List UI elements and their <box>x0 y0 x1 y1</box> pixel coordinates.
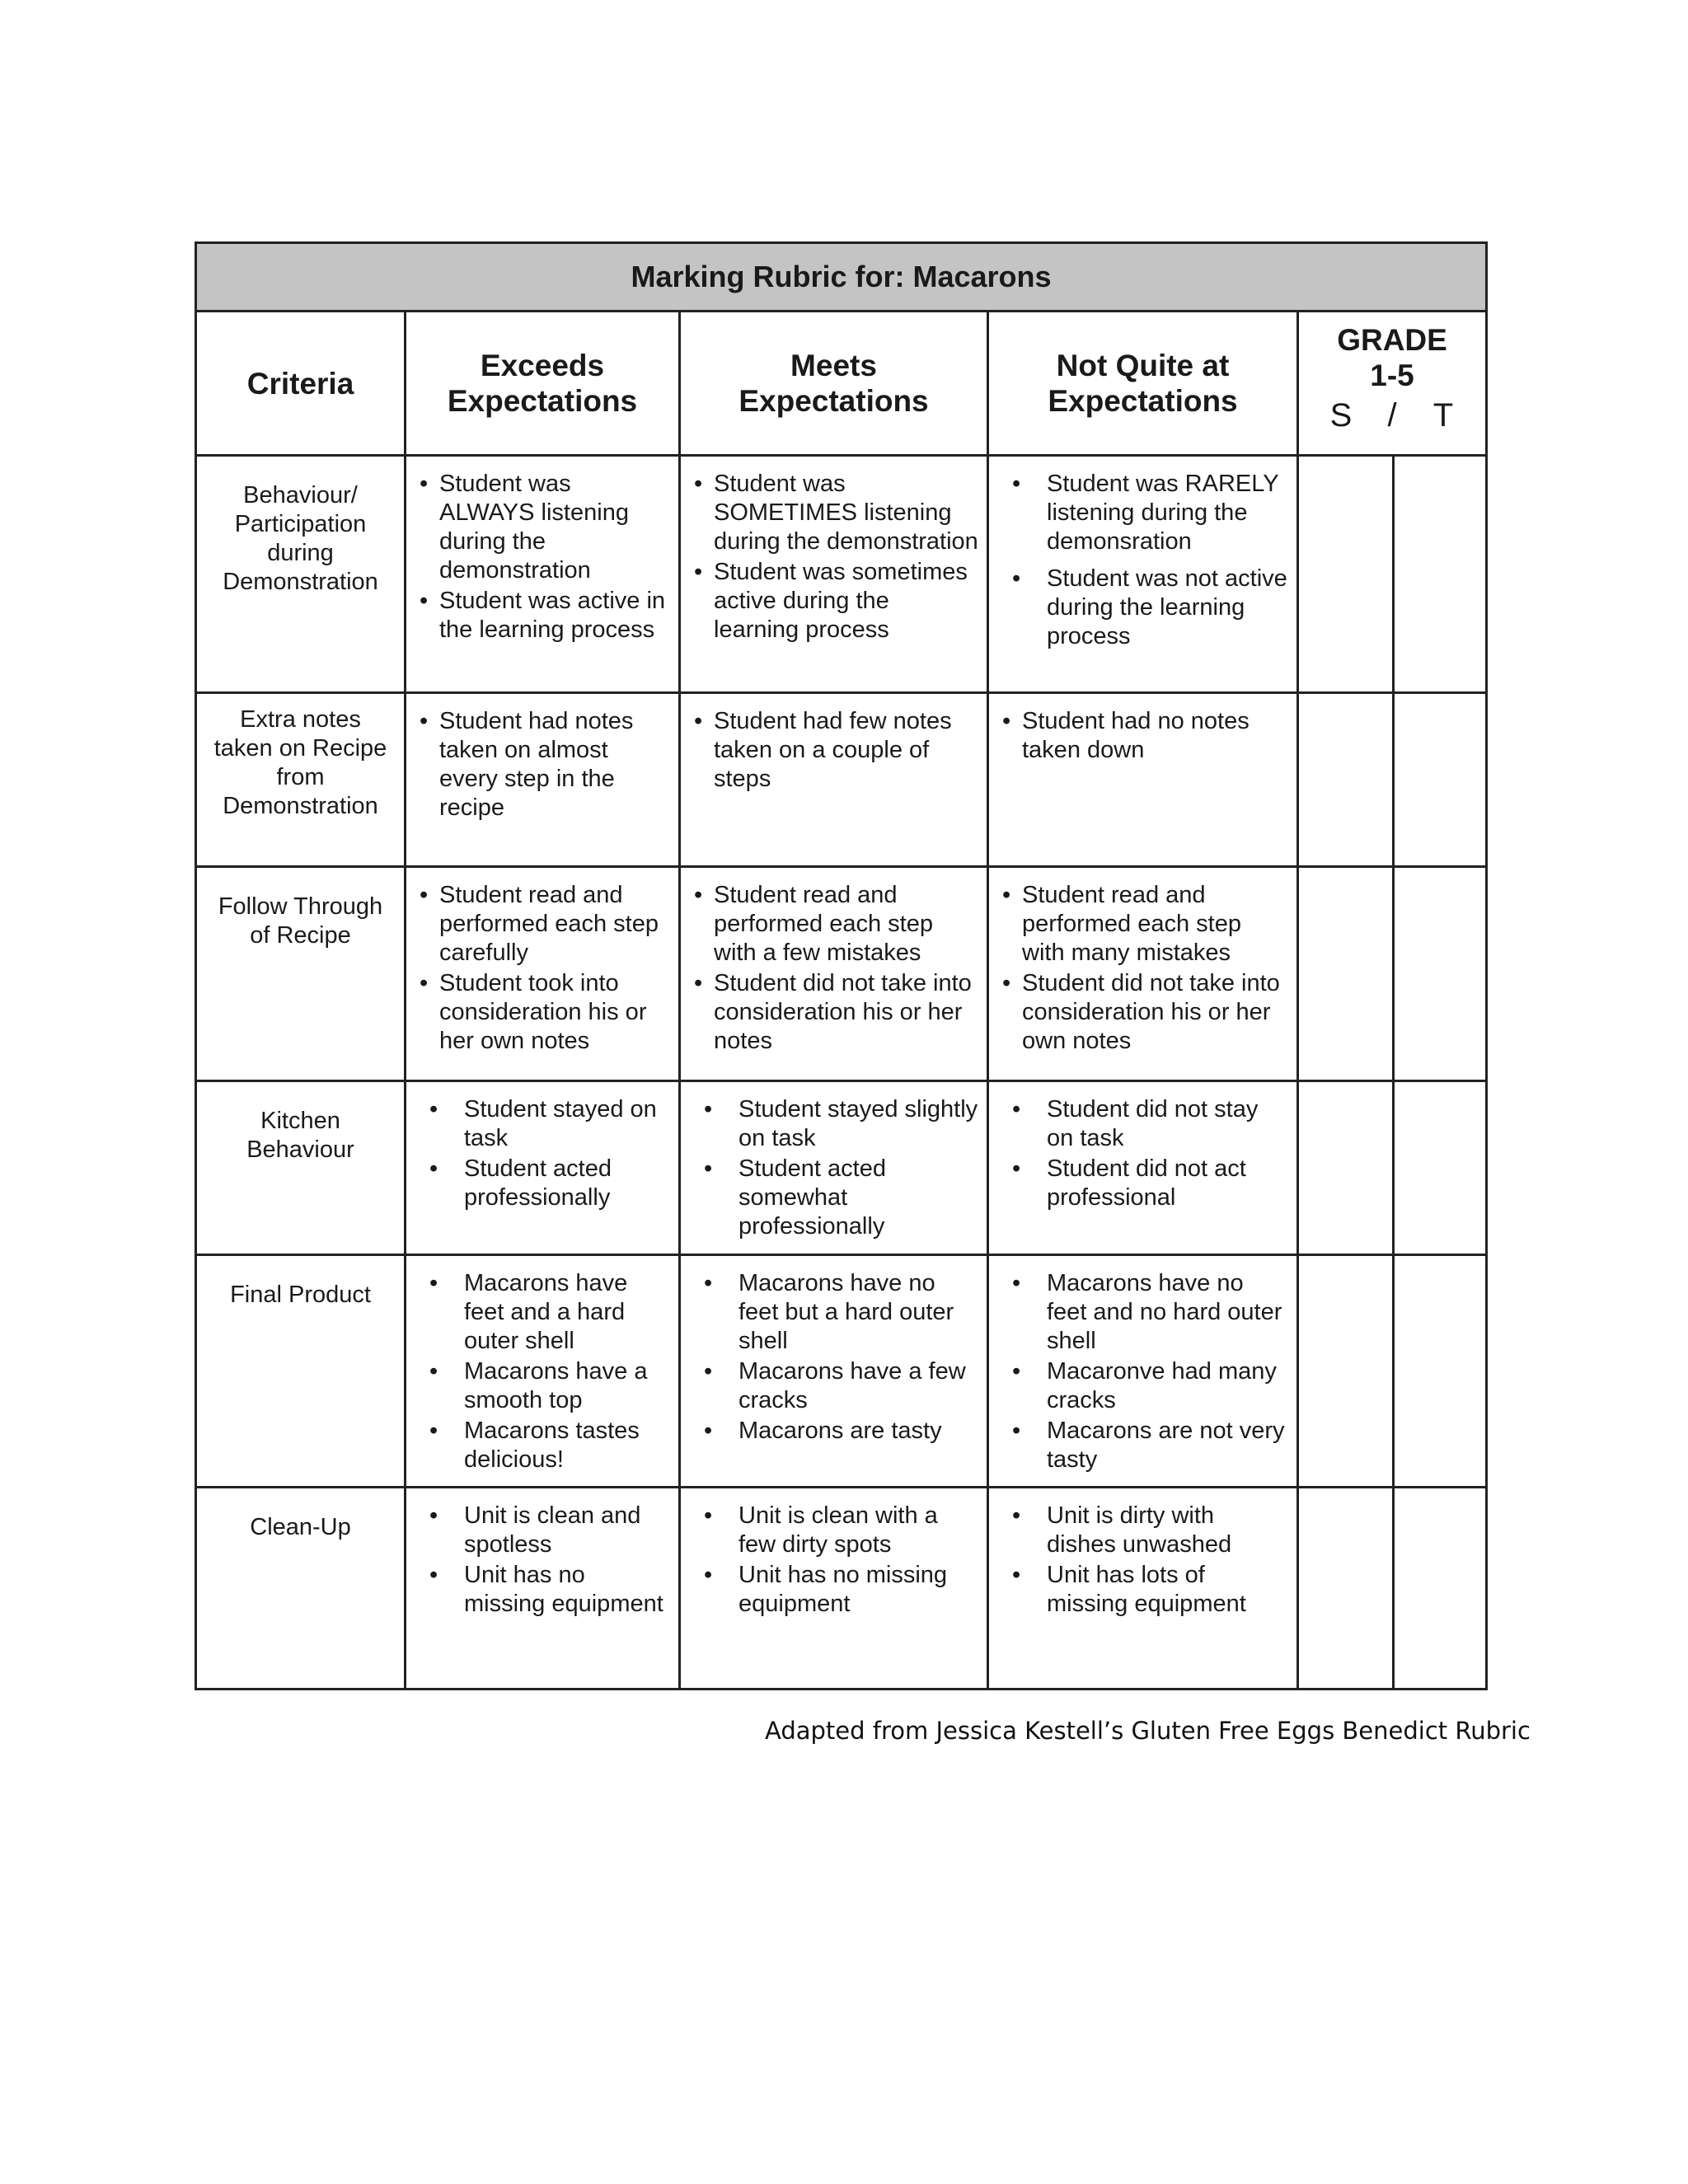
descriptor-item: • Macarons have no feet but a hard outer shell <box>692 1269 978 1356</box>
grade-t-label: T <box>1432 397 1454 434</box>
criteria-line: Behaviour/ <box>243 482 358 509</box>
rubric-row <box>196 1255 1487 1488</box>
meets-cell <box>680 456 988 693</box>
rubric-row <box>196 693 1487 867</box>
descriptor-item: • Student acted professionally <box>418 1155 670 1212</box>
meets-cell <box>680 693 988 867</box>
not-quite-cell <box>988 1488 1298 1690</box>
not-quite-cell <box>988 693 1298 867</box>
descriptor-item: • Student had few notes taken on a couple of steps <box>692 707 978 794</box>
criteria-cell <box>196 1081 406 1255</box>
not-quite-header-line2: Expectations <box>1048 384 1238 418</box>
exceeds-header-line1: Exceeds <box>480 349 605 382</box>
descriptor-item: • Unit is clean and spotless <box>418 1502 670 1559</box>
criteria-line: Participation <box>234 511 367 537</box>
criteria-line: from <box>276 764 325 790</box>
grade-s-cell[interactable] <box>1298 456 1394 693</box>
grade-s-cell[interactable] <box>1298 1488 1394 1690</box>
criteria-line: taken on Recipe <box>213 735 387 762</box>
criteria-line: Follow Through <box>218 893 383 920</box>
exceeds-cell <box>406 693 680 867</box>
exceeds-header-line2: Expectations <box>447 384 638 418</box>
exceeds-cell <box>406 1488 680 1690</box>
criteria-line: Behaviour <box>246 1137 354 1163</box>
criteria-line: Final Product <box>230 1282 371 1308</box>
grade-t-cell[interactable] <box>1394 867 1487 1081</box>
grade-s-cell[interactable] <box>1298 867 1394 1081</box>
grade-t-cell[interactable] <box>1394 456 1487 693</box>
descriptor-item: • Macaronve had many cracks <box>1001 1357 1288 1415</box>
meets-cell <box>680 867 988 1081</box>
exceeds-cell <box>406 1255 680 1488</box>
descriptor-item: • Student read and performed each step with a few mistakes <box>692 881 978 968</box>
descriptor-item: • Student had no notes taken down <box>1001 707 1288 765</box>
descriptor-item: • Unit has lots of missing equipment <box>1001 1561 1288 1619</box>
descriptor-item: • Student was SOMETIMES listening during the demonstration <box>692 470 978 556</box>
descriptor-item: • Unit has no missing equipment <box>692 1561 978 1619</box>
not-quite-cell <box>988 1081 1298 1255</box>
criteria-line: during <box>267 540 334 566</box>
criteria-cell <box>196 867 406 1081</box>
descriptor-item: • Student was RARELY listening during the demonsration <box>1001 470 1288 556</box>
criteria-line: Demonstration <box>223 793 378 819</box>
criteria-cell <box>196 693 406 867</box>
descriptor-item: • Macarons have a few cracks <box>692 1357 978 1415</box>
criteria-line: Extra notes <box>240 706 361 733</box>
header-row <box>196 312 1487 456</box>
descriptor-item: • Student was ALWAYS listening during the demonstration <box>418 470 670 585</box>
descriptor-item: • Student stayed on task <box>418 1095 670 1153</box>
descriptor-item: • Student was sometimes active during the learning process <box>692 558 978 644</box>
descriptor-item: • Student was active in the learning process <box>418 587 670 644</box>
rubric-row <box>196 867 1487 1081</box>
descriptor-item: • Student took into consideration his or her own notes <box>418 969 670 1056</box>
meets-cell <box>680 1488 988 1690</box>
criteria-cell <box>196 1488 406 1690</box>
descriptor-item: • Student acted somewhat professionally <box>692 1155 978 1241</box>
attribution-footnote: Adapted from Jessica Kestell’s Gluten Free Eggs Benedict Rubric <box>765 1717 1531 1745</box>
not-quite-header <box>988 312 1298 456</box>
exceeds-cell <box>406 456 680 693</box>
criteria-line: Clean-Up <box>250 1514 351 1540</box>
grade-t-cell[interactable] <box>1394 693 1487 867</box>
grade-header-line1: GRADE <box>1337 323 1447 357</box>
meets-cell <box>680 1081 988 1255</box>
rubric-table <box>195 241 1488 1690</box>
descriptor-item: • Student had notes taken on almost every step in the recipe <box>418 707 670 823</box>
grade-header <box>1298 312 1487 456</box>
descriptor-item: • Macarons are tasty <box>692 1417 978 1446</box>
descriptor-item: • Macarons tastes delicious! <box>418 1417 670 1474</box>
descriptor-item: • Student stayed slightly on task <box>692 1095 978 1153</box>
grade-slash: / <box>1387 397 1397 434</box>
grade-header-line2: 1-5 <box>1370 359 1414 392</box>
descriptor-item: • Macarons have no feet and no hard outer shell <box>1001 1269 1288 1356</box>
descriptor-item: • Student did not take into consideration his or her own notes <box>1001 969 1288 1056</box>
meets-header-line1: Meets <box>790 349 877 382</box>
grade-t-cell[interactable] <box>1394 1255 1487 1488</box>
descriptor-item: • Student read and performed each step with many mistakes <box>1001 881 1288 968</box>
grade-t-cell[interactable] <box>1394 1081 1487 1255</box>
descriptor-item: • Student did not stay on task <box>1001 1095 1288 1153</box>
grade-st-labels <box>1299 398 1485 434</box>
not-quite-header-line1: Not Quite at <box>1056 349 1230 382</box>
criteria-line: Demonstration <box>223 569 378 595</box>
meets-header <box>680 312 988 456</box>
exceeds-header <box>406 312 680 456</box>
grade-t-cell[interactable] <box>1394 1488 1487 1690</box>
rubric-row <box>196 1081 1487 1255</box>
criteria-line: Kitchen <box>260 1108 340 1134</box>
grade-s-label: S <box>1329 397 1353 434</box>
descriptor-item: • Unit is clean with a few dirty spots <box>692 1502 978 1559</box>
rubric-title: Marking Rubric for: Macarons <box>196 243 1487 312</box>
criteria-cell <box>196 1255 406 1488</box>
descriptor-item: • Macarons have feet and a hard outer shell <box>418 1269 670 1356</box>
rubric-row <box>196 456 1487 693</box>
descriptor-item: • Macarons are not very tasty <box>1001 1417 1288 1474</box>
exceeds-cell <box>406 867 680 1081</box>
grade-s-cell[interactable] <box>1298 1255 1394 1488</box>
meets-cell <box>680 1255 988 1488</box>
not-quite-cell <box>988 1255 1298 1488</box>
rubric-row <box>196 1488 1487 1690</box>
descriptor-item: • Unit is dirty with dishes unwashed <box>1001 1502 1288 1559</box>
descriptor-item: • Macarons have a smooth top <box>418 1357 670 1415</box>
descriptor-item: • Student read and performed each step carefully <box>418 881 670 968</box>
criteria-line: of Recipe <box>250 922 351 949</box>
descriptor-item: • Student was not active during the learning process <box>1001 565 1288 651</box>
exceeds-cell <box>406 1081 680 1255</box>
meets-header-line2: Expectations <box>738 384 929 418</box>
descriptor-item: • Student did not act professional <box>1001 1155 1288 1212</box>
descriptor-item: • Student did not take into consideration his or her notes <box>692 969 978 1056</box>
descriptor-item: • Unit has no missing equipment <box>418 1561 670 1619</box>
criteria-cell <box>196 456 406 693</box>
grade-s-cell[interactable] <box>1298 1081 1394 1255</box>
not-quite-cell <box>988 456 1298 693</box>
not-quite-cell <box>988 867 1298 1081</box>
grade-s-cell[interactable] <box>1298 693 1394 867</box>
criteria-header: Criteria <box>196 312 406 456</box>
title-row <box>196 243 1487 312</box>
